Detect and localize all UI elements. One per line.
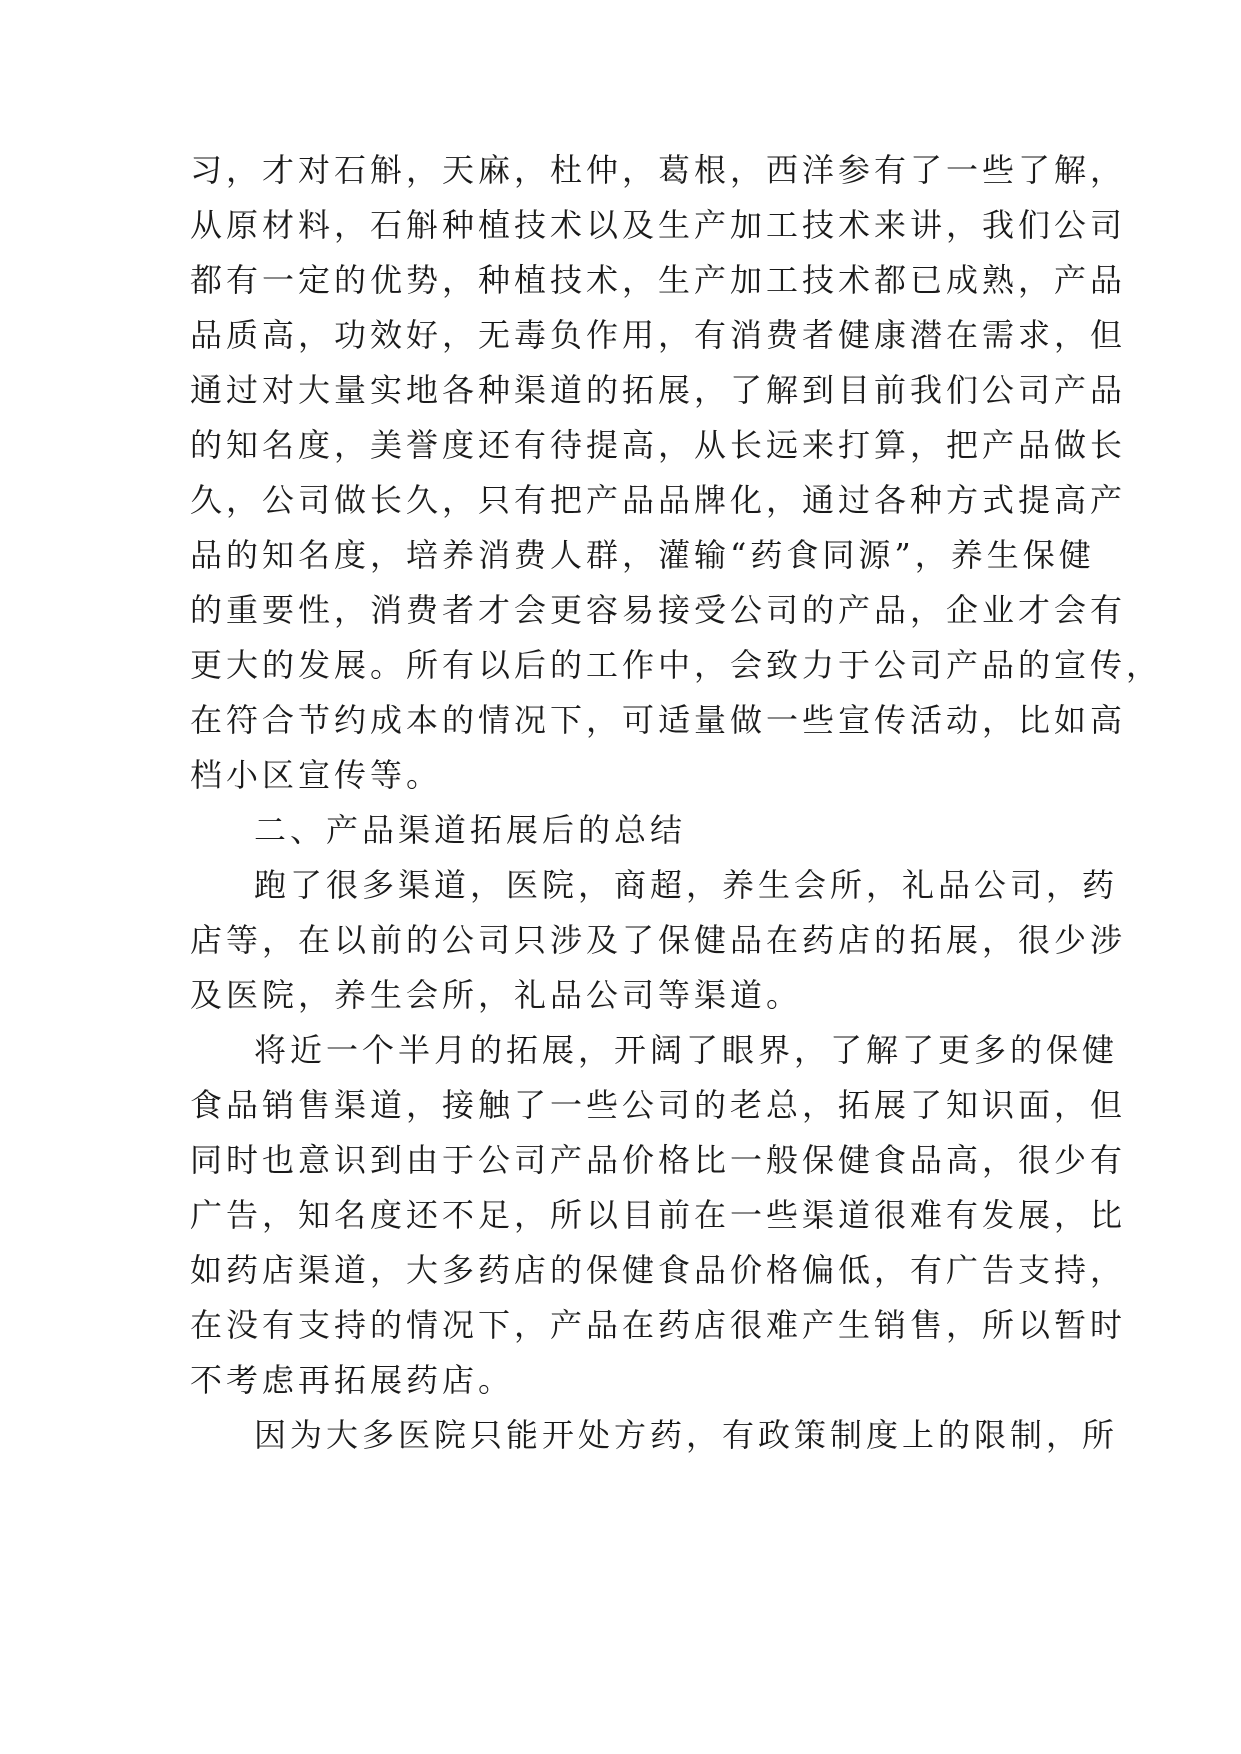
paragraph-line: 广告，知名度还不足，所以目前在一些渠道很难有发展，比 xyxy=(190,1196,1127,1234)
section-heading: 二、产品渠道拓展后的总结 xyxy=(254,811,687,849)
paragraph-line: 在没有支持的情况下，产品在药店很难产生销售，所以暂时 xyxy=(190,1306,1127,1344)
paragraph-line: 如药店渠道，大多药店的保健食品价格偏低，有广告支持， xyxy=(190,1251,1127,1289)
paragraph-line: 品的知名度，培养消费人群，灌输“药食同源”，养生保健 xyxy=(190,536,1095,574)
paragraph-line: 不考虑再拓展药店。 xyxy=(190,1361,515,1399)
paragraph-line: 因为大多医院只能开处方药，有政策制度上的限制，所 xyxy=(254,1416,1119,1454)
paragraph-line: 更大的发展。所有以后的工作中，会致力于公司产品的宣传， xyxy=(190,646,1163,684)
paragraph-line: 在符合节约成本的情况下，可适量做一些宣传活动，比如高 xyxy=(190,701,1127,739)
paragraph-line: 的知名度，美誉度还有待提高，从长远来打算，把产品做长 xyxy=(190,426,1127,464)
paragraph-line: 及医院，养生会所，礼品公司等渠道。 xyxy=(190,976,803,1014)
paragraph-line: 从原材料，石斛种植技术以及生产加工技术来讲，我们公司 xyxy=(190,206,1127,244)
paragraph-line: 同时也意识到由于公司产品价格比一般保健食品高，很少有 xyxy=(190,1141,1127,1179)
paragraph-line: 通过对大量实地各种渠道的拓展，了解到目前我们公司产品 xyxy=(190,371,1127,409)
paragraph-line: 习，才对石斛，天麻，杜仲，葛根，西洋参有了一些了解， xyxy=(190,151,1127,189)
paragraph-line: 都有一定的优势，种植技术，生产加工技术都已成熟，产品 xyxy=(190,261,1127,299)
paragraph-line: 将近一个半月的拓展，开阔了眼界，了解了更多的保健 xyxy=(254,1031,1119,1069)
paragraph-line: 档小区宣传等。 xyxy=(190,756,443,794)
paragraph-line: 品质高，功效好，无毒负作用，有消费者健康潜在需求，但 xyxy=(190,316,1127,354)
paragraph-line: 店等，在以前的公司只涉及了保健品在药店的拓展，很少涉 xyxy=(190,921,1127,959)
paragraph-line: 食品销售渠道，接触了一些公司的老总，拓展了知识面，但 xyxy=(190,1086,1127,1124)
paragraph-line: 跑了很多渠道，医院，商超，养生会所，礼品公司，药 xyxy=(254,866,1119,904)
paragraph-line: 的重要性，消费者才会更容易接受公司的产品，企业才会有 xyxy=(190,591,1127,629)
paragraph-line: 久，公司做长久，只有把产品品牌化，通过各种方式提高产 xyxy=(190,481,1127,519)
